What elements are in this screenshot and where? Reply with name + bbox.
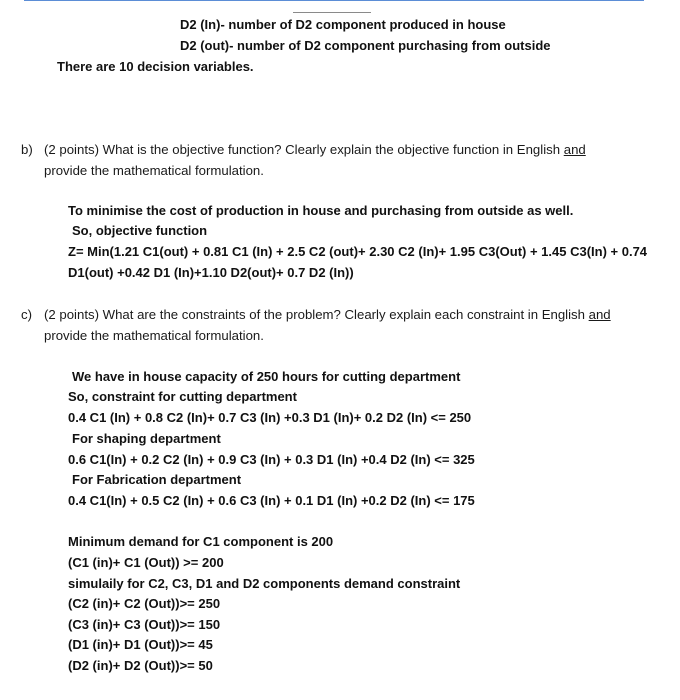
c1-demand-constraint: (C1 (in)+ C1 (Out)) >= 200: [68, 555, 224, 570]
cutting-constraint: 0.4 C1 (In) + 0.8 C2 (In)+ 0.7 C3 (In) +0.3 D1 (In)+ 0.2 D2 (In) <= 250: [68, 410, 472, 425]
d2-out-definition: D2 (out)- number of D2 component purchasing from outside: [180, 38, 551, 53]
question-c-label: c): [21, 307, 32, 322]
question-b-underlined: and: [563, 142, 586, 157]
objective-formula-line1: Z= Min(1.21 C1(out) + 0.81 C1 (In) + 2.5 C2 (out)+ 2.30 C2 (In)+ 1.95 C3(Out) + 1.45 C3(In) + 0.74: [68, 244, 648, 259]
fabrication-heading: For Fabrication department: [72, 472, 242, 487]
cutting-heading: So, constraint for cutting department: [68, 389, 297, 404]
c2-demand-constraint: (C2 (in)+ C2 (Out))>= 250: [68, 596, 221, 611]
demand-intro: Minimum demand for C1 component is 200: [68, 534, 334, 549]
capacity-intro: We have in house capacity of 250 hours for cutting department: [72, 369, 461, 384]
question-b-text: [44, 139, 646, 181]
similar-demand-note: simulaily for C2, C3, D1 and D2 components demand constraint: [68, 576, 461, 591]
top-short-divider: [293, 12, 371, 13]
d2-in-definition: D2 (In)- number of D2 component produced in house: [180, 17, 506, 32]
question-c-underlined: and: [588, 307, 611, 322]
shaping-constraint: 0.6 C1(In) + 0.2 C2 (In) + 0.9 C3 (In) + 0.3 D1 (In) +0.4 D2 (In) <= 325: [68, 452, 475, 467]
question-c-text: [44, 304, 646, 346]
fabrication-constraint: 0.4 C1(In) + 0.5 C2 (In) + 0.6 C3 (In) + 0.1 D1 (In) +0.2 D2 (In) <= 175: [68, 493, 475, 508]
objective-formula-line2: D1(out) +0.42 D1 (In)+1.10 D2(out)+ 0.7 D2 (In)): [68, 265, 354, 280]
question-c-text-before: (2 points) What are the constraints of the problem? Clearly explain each constraint in English: [44, 307, 589, 322]
question-b-text-after: provide the mathematical formulation.: [44, 163, 264, 178]
question-b-label: b): [21, 142, 33, 157]
objective-heading: So, objective function: [72, 223, 208, 238]
d1-demand-constraint: (D1 (in)+ D1 (Out))>= 45: [68, 637, 213, 652]
question-c-text-after: provide the mathematical formulation.: [44, 328, 264, 343]
top-divider: [24, 0, 644, 1]
shaping-heading: For shaping department: [72, 431, 221, 446]
decision-variable-count: There are 10 decision variables.: [57, 59, 254, 74]
c3-demand-constraint: (C3 (in)+ C3 (Out))>= 150: [68, 617, 221, 632]
question-b-text-before: (2 points) What is the objective function? Clearly explain the objective function in English: [44, 142, 564, 157]
objective-explanation: To minimise the cost of production in house and purchasing from outside as well.: [68, 203, 574, 218]
d2-demand-constraint: (D2 (in)+ D2 (Out))>= 50: [68, 658, 213, 673]
